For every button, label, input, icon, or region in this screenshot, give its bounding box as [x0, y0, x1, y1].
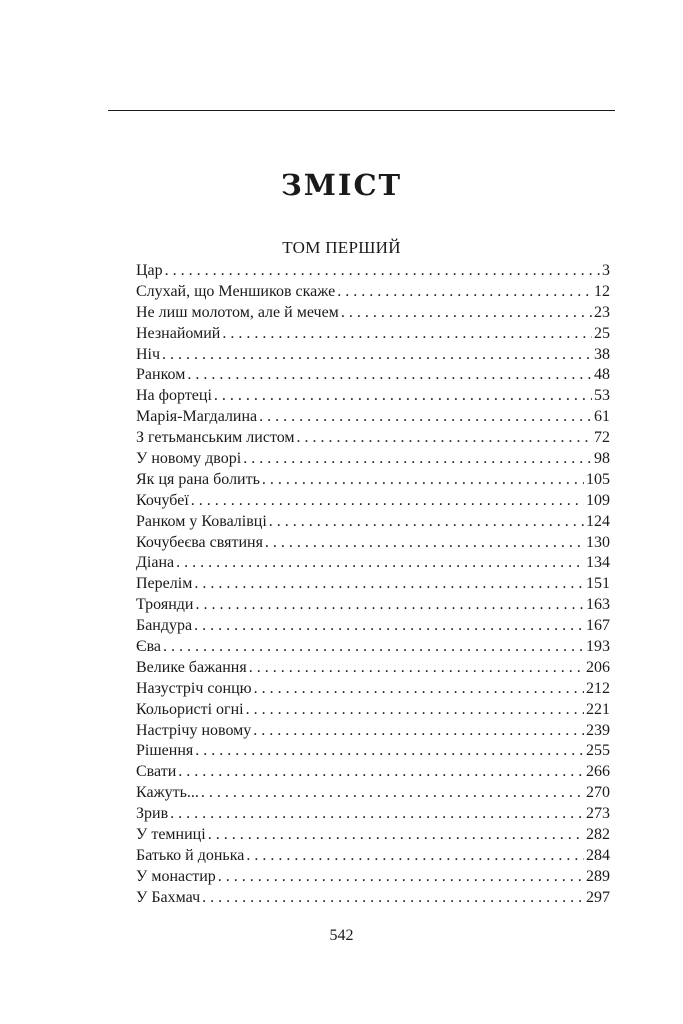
toc-entry-title: Кольористі огні: [136, 700, 244, 718]
toc-entry-title: Незнайомий: [136, 324, 221, 342]
toc-entry-title: Кочубеєва святиня: [136, 533, 263, 551]
toc-leader-dots: [243, 449, 592, 470]
toc-entry: [136, 407, 610, 428]
toc-leader-dots: [191, 491, 584, 512]
toc-leader-dots: [194, 574, 584, 595]
toc-leader-dots: [218, 867, 584, 888]
toc-entry-page: 25: [594, 324, 610, 342]
toc-leader-dots: [176, 553, 584, 574]
toc-entry-title: Єва: [136, 638, 162, 656]
toc-leader-dots: [337, 282, 592, 303]
top-rule: [108, 110, 615, 111]
toc-entry-title: Зрив: [136, 805, 169, 823]
toc-entry: [136, 303, 610, 324]
toc-entry-page: 109: [586, 491, 610, 509]
toc-entry: [136, 867, 610, 888]
toc-entry-page: 130: [586, 533, 610, 551]
toc-entry: [136, 365, 610, 386]
toc-entry: [136, 825, 610, 846]
toc-leader-dots: [170, 804, 584, 825]
toc-entry: [136, 846, 610, 867]
toc-leader-dots: [208, 825, 584, 846]
toc-entry: [136, 762, 610, 783]
toc-leader-dots: [214, 386, 592, 407]
toc-entry-title: Ранком: [136, 366, 186, 384]
toc-leader-dots: [297, 428, 592, 449]
toc-entry: [136, 888, 610, 909]
toc-leader-dots: [162, 345, 592, 366]
toc-entry: [136, 324, 610, 345]
toc-leader-dots: [246, 700, 584, 721]
toc-entry: [136, 553, 610, 574]
toc-entry-title: Ранком у Ковалівці: [136, 512, 267, 530]
toc-entry-page: 12: [594, 282, 610, 300]
toc-entry-page: 53: [594, 387, 610, 405]
toc-entry-title: Бандура: [136, 617, 193, 635]
toc-entry-page: 193: [586, 638, 610, 656]
toc-leader-dots: [259, 407, 592, 428]
toc-entry-title: Рішення: [136, 742, 194, 760]
toc-entry-page: 61: [594, 408, 610, 426]
toc-entry-page: 124: [586, 512, 610, 530]
toc-leader-dots: [163, 637, 584, 658]
toc-entry-page: 167: [586, 617, 610, 635]
toc-leader-dots: [195, 595, 584, 616]
toc-entry: [136, 700, 610, 721]
toc-entry-page: 3: [602, 262, 610, 279]
toc-entry: [136, 261, 610, 282]
toc-leader-dots: [178, 762, 584, 783]
toc-entry: [136, 741, 610, 762]
toc-entry-page: 282: [586, 826, 610, 844]
toc-entry: [136, 783, 610, 804]
toc-entry: [136, 658, 610, 679]
toc-entry-page: 134: [586, 554, 610, 572]
toc-entry-title: Кажуть...: [136, 784, 199, 802]
toc-leader-dots: [187, 365, 592, 386]
toc-leader-dots: [262, 470, 584, 491]
toc-leader-dots: [202, 888, 584, 909]
toc-entry: [136, 282, 610, 303]
toc-leader-dots: [201, 783, 584, 804]
toc-entry-page: 273: [586, 805, 610, 823]
toc-leader-dots: [269, 512, 584, 533]
toc-entry-page: 266: [586, 763, 610, 781]
toc-entry-page: 221: [586, 700, 610, 718]
toc-leader-dots: [254, 679, 584, 700]
toc-entry-title: Як ця рана болить: [136, 470, 260, 488]
toc-entry: [136, 386, 610, 407]
toc-entry-title: Свати: [136, 763, 177, 781]
toc-entry: [136, 574, 610, 595]
toc-entry-page: 206: [586, 658, 610, 676]
page-heading: ЗМІСТ: [280, 168, 403, 202]
toc-entry: [136, 804, 610, 825]
toc-entry-title: Назустріч сонцю: [136, 679, 252, 697]
toc-leader-dots: [265, 533, 584, 554]
toc-entry-page: 289: [586, 867, 610, 885]
toc-entry: [136, 428, 610, 449]
toc-entry-title: На фортеці: [136, 387, 212, 405]
toc-entry-page: 212: [586, 679, 610, 697]
toc-entry: [136, 491, 610, 512]
toc-entry-page: 48: [594, 366, 610, 384]
toc-entry-title: Настрічу новому: [136, 721, 252, 739]
toc-entry-title: Ніч: [136, 345, 161, 363]
toc-leader-dots: [194, 616, 584, 637]
toc-entry-title: Цар: [136, 262, 163, 279]
toc-entry-title: Не лиш молотом, але й мечем: [136, 303, 339, 321]
toc-leader-dots: [341, 303, 592, 324]
toc-entry-title: Велике бажання: [136, 658, 247, 676]
toc-entry-title: Кочубеї: [136, 491, 189, 509]
toc-entry-title: Слухай, що Меншиков скаже: [136, 282, 336, 300]
toc-entry: [136, 512, 610, 533]
toc-entry: [136, 595, 610, 616]
toc-leader-dots: [253, 721, 584, 742]
toc-entry-page: 255: [586, 742, 610, 760]
toc-entry: [136, 470, 610, 491]
toc-leader-dots: [249, 658, 584, 679]
toc-entry: [136, 345, 610, 366]
toc-leader-dots: [246, 846, 584, 867]
toc-entry-title: У новому дворі: [136, 450, 242, 468]
toc-entry: [136, 679, 610, 700]
toc-entry-title: У монастир: [136, 867, 216, 885]
toc-leader-dots: [165, 261, 600, 282]
toc-entry-title: Батько й донька: [136, 846, 245, 864]
toc-entry-page: 297: [586, 888, 610, 906]
table-of-contents: [136, 261, 610, 909]
toc-entry-title: У Бахмач: [136, 888, 201, 906]
toc-entry: [136, 721, 610, 742]
toc-entry-page: 163: [586, 596, 610, 614]
toc-entry-page: 239: [586, 721, 610, 739]
toc-leader-dots: [222, 324, 592, 345]
toc-entry-page: 98: [594, 450, 610, 468]
toc-entry-page: 284: [586, 846, 610, 864]
toc-entry-title: З гетьманським листом: [136, 429, 295, 447]
toc-entry-title: У темниці: [136, 826, 206, 844]
toc-entry-title: Марія-Магдалина: [136, 408, 258, 426]
toc-entry-page: 23: [594, 303, 610, 321]
toc-entry-page: 270: [586, 784, 610, 802]
toc-entry-title: Перелім: [136, 575, 193, 593]
toc-entry-page: 105: [586, 470, 610, 488]
toc-leader-dots: [195, 741, 584, 762]
volume-title: ТОМ ПЕРШИЙ: [282, 238, 401, 257]
toc-entry-page: 151: [586, 575, 610, 593]
toc-entry-title: Троянди: [136, 596, 194, 614]
toc-entry-page: 72: [594, 429, 610, 447]
toc-entry-page: 38: [594, 345, 610, 363]
toc-entry: [136, 637, 610, 658]
toc-entry: [136, 533, 610, 554]
toc-entry: [136, 449, 610, 470]
toc-entry: [136, 616, 610, 637]
page-number: 542: [329, 927, 354, 944]
toc-entry-title: Діана: [136, 554, 175, 572]
